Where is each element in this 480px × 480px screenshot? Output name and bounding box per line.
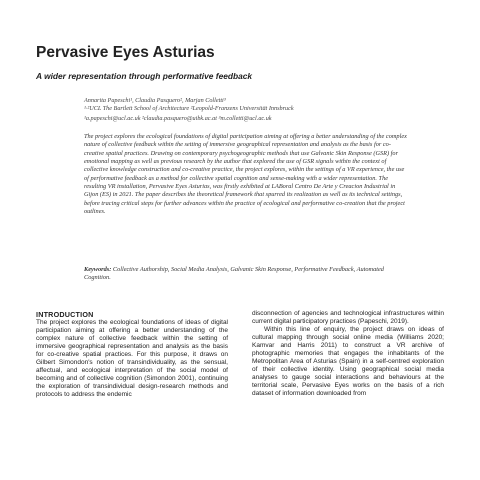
author-emails: ¹a.papeschi@ucl.ac.uk ²claudia.pasquero@uibk.ac.at ³m.colletti@ucl.ac.uk <box>84 115 272 122</box>
affiliations: ¹·²UCL The Bartlett School of Architecture ²Leopold-Franzens Universität Innsbruck <box>84 105 294 112</box>
section-heading-introduction: INTRODUCTION <box>36 310 94 319</box>
body-column-left <box>36 319 228 399</box>
intro-paragraph-1: The project explores the ecological foundations of ideas of digital participation aiming at offering a better understanding of the complex nature of collective feedback within the setting of immersive geographical representation and analysis as the basis for co-creative spatial practices. For this purpose, it draws on Gilbert Simondon's notion of transindividuality, as the sensual, affectual, and ecological interpretation of the social model of becoming and of collective cognition (Simondon 2001), continuing the exploration of transindividual design-research methods and protocols to address the endemic <box>36 319 228 399</box>
body-column-right <box>252 310 444 399</box>
author-list: Annarita Papeschi¹, Claudia Pasquero², Marjan Colletti³ <box>84 97 226 104</box>
keywords <box>84 266 400 283</box>
keywords-label: Keywords: <box>84 266 112 273</box>
abstract: The project explores the ecological foundations of digital participation aiming at offering a better understanding of the complex nature of collective feedback within the setting of immersive geographical representation and analysis as the basis for co-creative spatial practices. Drawing on contemporary psychogeographic methods that use Galvanic Skin Response (GSR) for emotional mapping as well as previous research by the author that explored the use of GSR signals within the context of collective knowledge construction and co-creative practice, the project explores, within the settings of a VR experience, the use of performative feedback as a method for collective spatial cognition and sense-making with a wider representation. The resulting VR installation, Pervasive Eyes Asturias, was firstly exhibited at LABoral Centro De Arte y Creacion Industrial in Gijon (ES) in 2021. The paper describes the theoretical framework that spurred its realization as well as its technical settings, before tracing critical steps for further advances within the practice of ecological and performative co-creation that the project outlines. <box>84 133 407 216</box>
keywords-list: Collective Authorship, Social Media Analysis, Galvanic Skin Response, Performative Feedback, Automated Cognition. <box>84 266 384 282</box>
paper-subtitle: A wider representation through performative feedback <box>36 71 253 81</box>
intro-paragraph-2: Within this line of enquiry, the project draws on ideas of cultural mapping through social online media (Williams 2020; Kamvar and Harris 2011) to construct a VR archive of photographic memories that engages the inhabitants of the Metropolitan Area of Asturias (Spain) in a self-centred exploration of their collective identity. Using geographical social media analyses to gauge social interactions and behaviours at the territorial scale, Pervasive Eyes works on the basis of a rich dataset of information downloaded from <box>252 326 444 398</box>
intro-paragraph-continued: disconnection of agencies and technological infrastructures within current digital participatory practices (Papeschi, 2019). <box>252 310 444 326</box>
paper-title: Pervasive Eyes Asturias <box>36 44 215 61</box>
